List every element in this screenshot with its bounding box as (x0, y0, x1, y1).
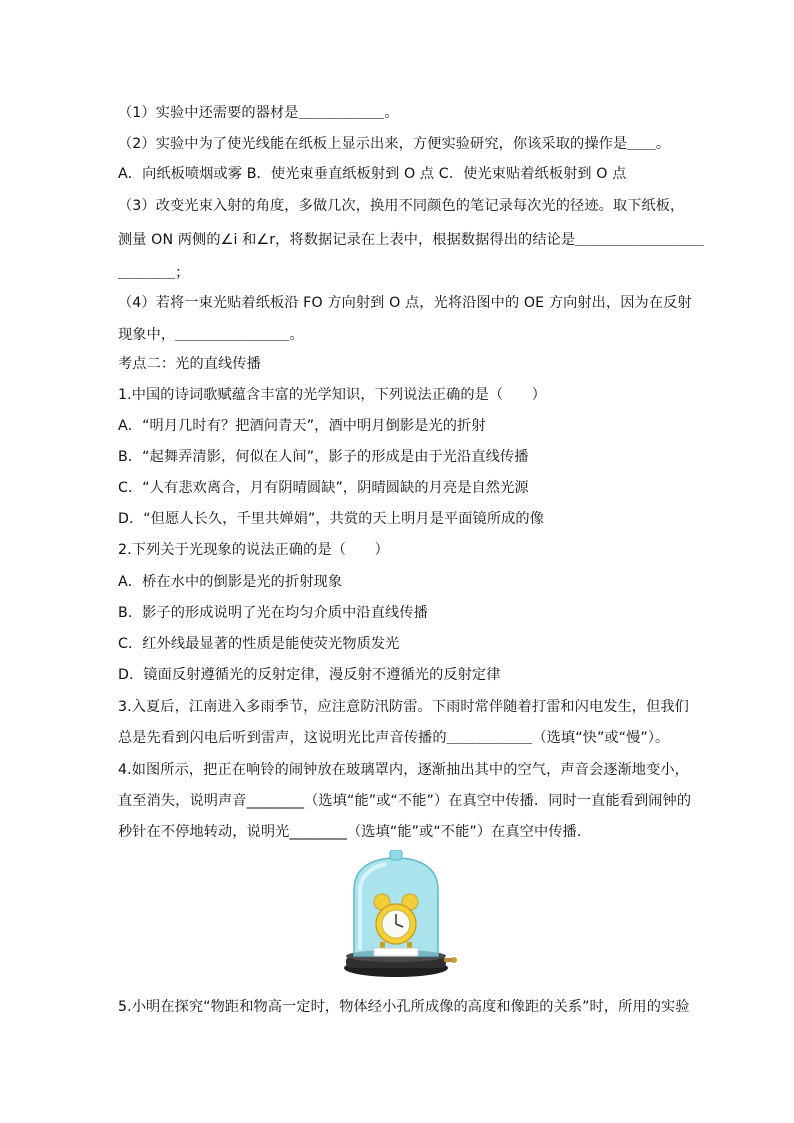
question-4-cont-2: 秒针在不停地转动，说明光________（选填“能”或“不能”）在真空中传播． (118, 824, 592, 840)
question-1-option-b: B．“起舞弄清影，何似在人间”，影子的形成是由于光沿直线传播 (118, 449, 529, 465)
question-1-option-c: C．“人有悲欢离合，月有阴晴圆缺”，阴晴圆缺的月亮是自然光源 (118, 480, 529, 496)
question-1-option-d: D．“但愿人长久，千里共婵娟”，共赏的天上明月是平面镜所成的像 (118, 511, 544, 527)
clock-stand (374, 948, 418, 956)
question-2-option-c: C．红外线最显著的性质是能使荧光物质发光 (118, 636, 400, 652)
jar-knob (390, 850, 402, 860)
question-4-cont: 直至消失，说明声音________（选填“能”或“不能”）在真空中传播．同时一直能看到闹钟的 (118, 793, 692, 809)
question-part-4: （4）若将一束光贴着纸板沿 FO 方向射到 O 点，光将沿图中的 OE 方向射出，因为在反射 (118, 295, 692, 311)
question-3-cont: 总是先看到闪电后听到雷声，这说明光比声音传播的＿＿＿＿＿＿（选填“快”或“慢”）。 (118, 730, 670, 746)
question-5: 5.小明在探究“物距和物高一定时，物体经小孔所成像的高度和像距的关系”时，所用的实验 (118, 999, 690, 1015)
question-4: 4.如图所示，把正在响铃的闹钟放在玻璃罩内，逐渐抽出其中的空气，声音会逐渐地变小， (118, 762, 689, 778)
question-2-option-b: B．影子的形成说明了光在均匀介质中沿直线传播 (118, 605, 428, 621)
question-1-option-a: A．“明月几时有？把酒问青天”，酒中明月倒影是光的折射 (118, 418, 486, 434)
question-part-4-cont: 现象中，＿＿＿＿＿＿＿＿。 (118, 327, 304, 343)
option-line: A．向纸板喷烟或雾 B．使光束垂直纸板射到 O 点 C．使光束贴着纸板射到 O 点 (118, 166, 627, 182)
bell-jar-alarm-clock-figure (338, 850, 458, 980)
bell-jar-illustration (338, 850, 458, 980)
question-part-1: （1）实验中还需要的器材是＿＿＿＿＿＿。 (118, 105, 399, 121)
air-valve-knob (451, 957, 457, 963)
question-part-3-cont: 测量 ON 两侧的∠i 和∠r，将数据记录在上表中，根据数据得出的结论是＿＿＿＿＿＿＿＿＿ (118, 232, 704, 248)
question-part-2: （2）实验中为了使光线能在纸板上显示出来，方便实验研究，你该采取的操作是＿＿。 (118, 136, 671, 152)
question-3: 3.入夏后，江南进入多雨季节，应注意防汛防雷。下雨时常伴随着打雷和闪电发生，但我们 (118, 699, 689, 715)
question-part-3: （3）改变光束入射的角度，多做几次，换用不同颜色的笔记录每次光的径迹。取下纸板， (118, 198, 685, 214)
question-2-option-d: D．镜面反射遵循光的反射定律，漫反射不遵循光的反射定律 (118, 667, 501, 683)
section-heading: 考点二：光的直线传播 (118, 356, 261, 372)
question-2: 2.下列关于光现象的说法正确的是（ ） (118, 542, 389, 558)
question-1: 1.中国的诗词歌赋蕴含丰富的光学知识，下列说法正确的是（ ） (118, 387, 547, 403)
question-2-option-a: A．桥在水中的倒影是光的折射现象 (118, 574, 343, 590)
question-part-3-blank: ＿＿＿＿； (118, 265, 190, 281)
